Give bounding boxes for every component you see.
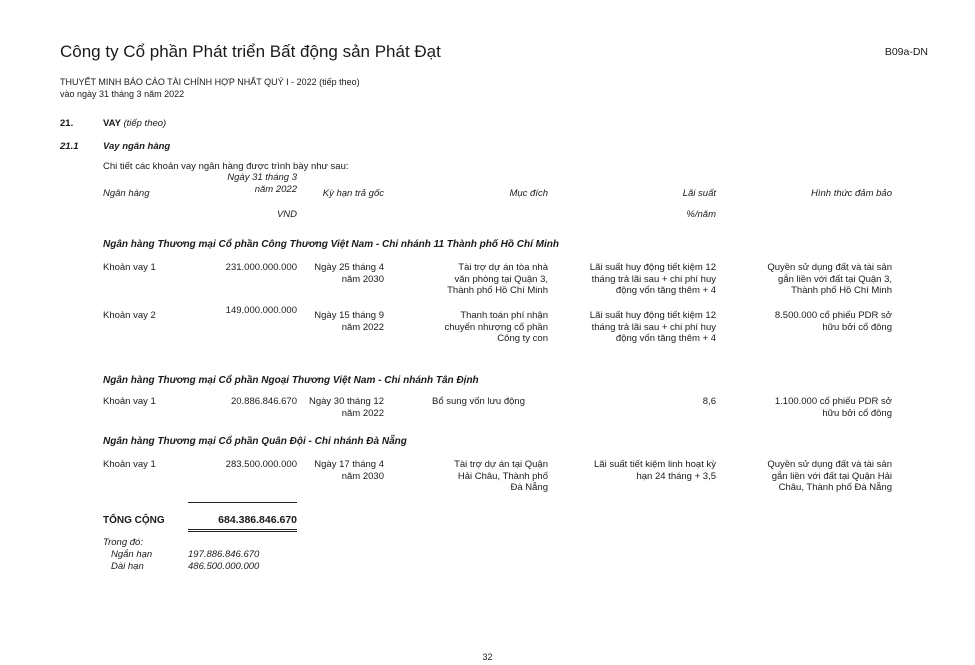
col-header-collateral: Hình thức đảm bảo bbox=[810, 188, 892, 199]
loan-rate: 8,6 bbox=[702, 396, 716, 407]
col-header-bank: Ngân hàng bbox=[103, 188, 150, 199]
collateral-line: 8.500.000 cổ phiếu PDR sở bbox=[774, 310, 892, 321]
total-rule-bottom bbox=[188, 529, 297, 530]
collateral-line: Thành phố Hồ Chí Minh bbox=[791, 285, 892, 296]
unit-amount: VND bbox=[276, 209, 297, 220]
total-rule-bottom-double bbox=[188, 531, 297, 532]
section-title bbox=[103, 118, 166, 129]
purpose-line: Tài trợ dự án tại Quận bbox=[454, 459, 548, 470]
page-number: 32 bbox=[482, 652, 493, 662]
long-term-value: 486.500.000.000 bbox=[188, 561, 260, 572]
subtitle-line-2: vào ngày 31 tháng 3 năm 2022 bbox=[60, 89, 185, 99]
subsection-number: 21.1 bbox=[60, 141, 79, 152]
total-label: TỔNG CỘNG bbox=[103, 515, 165, 526]
rate-line: Lãi suất huy động tiết kiệm 12 bbox=[589, 262, 716, 273]
loan-rate bbox=[552, 262, 716, 297]
purpose-line: Thanh toán phí nhận bbox=[460, 310, 548, 321]
loan-collateral bbox=[722, 310, 892, 333]
collateral-line: Châu, Thành phố Đà Nẵng bbox=[778, 482, 892, 493]
loan-term bbox=[300, 262, 384, 285]
loan-rate bbox=[552, 310, 716, 345]
rate-line: tháng trả lãi sau + chi phí huy bbox=[591, 321, 716, 333]
bank-name: Ngân hàng Thương mại Cổ phần Công Thương Việt Nam - Chi nhánh 11 Thành phố Hồ Chí Minh bbox=[103, 239, 560, 250]
col-header-term: Kỳ hạn trả gốc bbox=[322, 188, 384, 199]
purpose-line: Tài trợ dự án tòa nhà bbox=[458, 262, 548, 273]
collateral-line: hữu bởi cổ đông bbox=[822, 321, 892, 333]
purpose-line: Công ty con bbox=[497, 333, 548, 344]
collateral-line: gắn liền với đất tại Quận 3, bbox=[778, 273, 892, 285]
subtitle-line-1: THUYẾT MINH BÁO CÁO TÀI CHÍNH HỢP NHẤT QUÝ I - 2022 (tiếp theo) bbox=[60, 77, 360, 87]
company-name: Công ty Cổ phần Phát triển Bất động sản Phát Đạt bbox=[60, 42, 441, 61]
rate-line: Lãi suất huy động tiết kiệm 12 bbox=[589, 310, 716, 321]
purpose-line: Đà Nẵng bbox=[510, 482, 548, 493]
term-line: Ngày 17 tháng 4 bbox=[314, 459, 384, 470]
loan-purpose bbox=[400, 262, 548, 297]
section-title-text: VAY bbox=[103, 118, 121, 129]
total-rule-top bbox=[188, 502, 297, 503]
term-line: năm 2022 bbox=[341, 407, 384, 419]
purpose-line: Hải Châu, Thành phố bbox=[457, 470, 548, 482]
unit-rate: %/năm bbox=[686, 209, 716, 220]
collateral-line: Quyền sử dụng đất và tài sản bbox=[767, 262, 892, 273]
loan-amount: 231.000.000.000 bbox=[225, 262, 297, 273]
term-line: năm 2022 bbox=[341, 321, 384, 333]
section-number: 21. bbox=[60, 118, 74, 129]
rate-line: tháng trả lãi sau + chi phí huy bbox=[591, 273, 716, 285]
col-header-date-line2: năm 2022 bbox=[254, 183, 297, 195]
loan-label: Khoản vay 1 bbox=[103, 396, 156, 407]
loan-purpose: Bổ sung vốn lưu động bbox=[432, 396, 525, 407]
subsection-title: Vay ngân hàng bbox=[103, 141, 171, 152]
loan-term bbox=[300, 459, 384, 482]
purpose-line: văn phòng tại Quận 3, bbox=[454, 273, 548, 285]
loan-collateral bbox=[722, 459, 892, 494]
purpose-line: Thành phố Hồ Chí Minh bbox=[447, 285, 548, 296]
term-line: năm 2030 bbox=[341, 470, 384, 482]
loan-term bbox=[300, 310, 384, 333]
col-header-date bbox=[188, 172, 297, 195]
loan-amount: 283.500.000.000 bbox=[225, 459, 297, 470]
loan-term bbox=[300, 396, 384, 419]
col-header-date-line1: Ngày 31 tháng 3 bbox=[227, 172, 297, 183]
loan-amount: 149.000.000.000 bbox=[225, 305, 297, 316]
bank-name: Ngân hàng Thương mại Cổ phần Quân Đội - Chi nhánh Đà Nẵng bbox=[103, 436, 407, 447]
section-title-note: (tiếp theo) bbox=[123, 118, 167, 129]
long-term-label: Dài hạn bbox=[111, 561, 144, 572]
term-line: năm 2030 bbox=[341, 273, 384, 285]
loan-label: Khoản vay 1 bbox=[103, 459, 156, 470]
form-code: B09a-DN bbox=[884, 46, 928, 58]
intro-text: Chi tiết các khoản vay ngân hàng được trình bày như sau: bbox=[103, 161, 349, 172]
report-subtitle bbox=[60, 76, 360, 100]
loan-label: Khoản vay 2 bbox=[103, 310, 156, 321]
collateral-line: hữu bởi cổ đông bbox=[822, 407, 892, 419]
collateral-line: Quyền sử dụng đất và tài sản bbox=[767, 459, 892, 470]
rate-line: Lãi suất tiết kiệm linh hoạt kỳ bbox=[594, 459, 716, 470]
short-term-label: Ngắn hạn bbox=[111, 549, 153, 560]
loan-rate bbox=[552, 459, 716, 482]
collateral-line: gắn liền với đất tại Quận Hải bbox=[771, 470, 892, 482]
term-line: Ngày 15 tháng 9 bbox=[314, 310, 384, 321]
loan-purpose bbox=[400, 310, 548, 345]
collateral-line: 1.100.000 cổ phiếu PDR sở bbox=[774, 396, 892, 407]
col-header-purpose: Mục đích bbox=[509, 188, 548, 199]
term-line: Ngày 25 tháng 4 bbox=[314, 262, 384, 273]
short-term-value: 197.886.846.670 bbox=[188, 549, 260, 560]
loan-collateral bbox=[722, 262, 892, 297]
term-line: Ngày 30 tháng 12 bbox=[308, 396, 384, 407]
rate-line: động vốn tăng thêm + 4 bbox=[615, 333, 716, 344]
bank-name: Ngân hàng Thương mại Cổ phần Ngoại Thương Việt Nam - Chi nhánh Tân Định bbox=[103, 375, 479, 386]
of-which-label: Trong đó: bbox=[103, 537, 143, 548]
rate-line: động vốn tăng thêm + 4 bbox=[615, 285, 716, 296]
col-header-rate: Lãi suất bbox=[682, 188, 716, 199]
loan-label: Khoản vay 1 bbox=[103, 262, 156, 273]
rate-line: hạn 24 tháng + 3,5 bbox=[636, 470, 716, 482]
loan-collateral bbox=[722, 396, 892, 419]
purpose-line: chuyển nhượng cổ phần bbox=[444, 321, 548, 333]
loan-amount: 20.886.846.670 bbox=[230, 396, 297, 407]
loan-purpose bbox=[400, 459, 548, 494]
total-value: 684.386.846.670 bbox=[218, 514, 297, 526]
